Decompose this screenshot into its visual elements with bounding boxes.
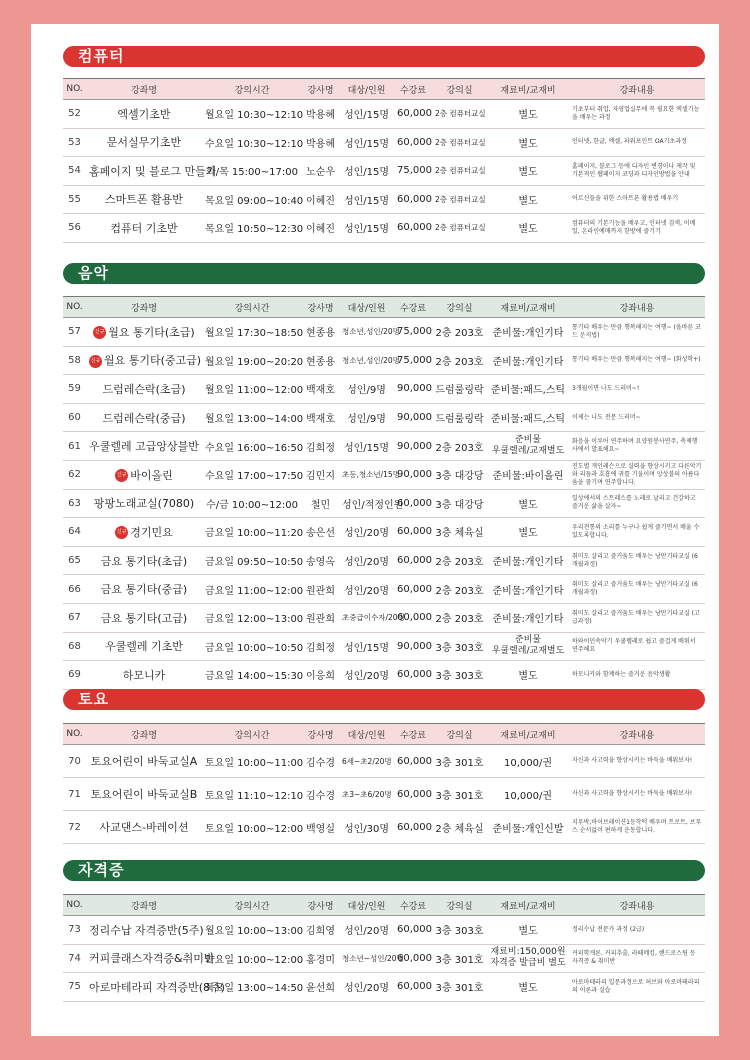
- cell-time: 월요일 19:00~20:20: [202, 346, 302, 375]
- cell-name: 토요어린이 바둑교실B: [86, 778, 202, 811]
- column-header: 강사명: [302, 724, 339, 745]
- cell-material: 별도: [487, 973, 569, 1002]
- cell-no: 75: [63, 973, 86, 1002]
- new-badge-icon: 신규: [115, 469, 128, 482]
- column-header: 강의시간: [202, 724, 302, 745]
- column-header: 강사명: [302, 895, 339, 916]
- table-row: [63, 944, 705, 973]
- cell-room: 3층 303호: [432, 916, 487, 945]
- cell-material: 별도: [487, 214, 569, 243]
- column-header: 강사명: [302, 79, 339, 100]
- cell-fee: 90,000: [394, 375, 432, 404]
- cell-no: 55: [63, 185, 86, 214]
- cell-material: 준비물:개인기타: [487, 346, 569, 375]
- cell-name: 우쿨렐레 고급앙상블반: [86, 432, 202, 461]
- cell-time: 목요일 10:50~12:30: [202, 214, 302, 243]
- cell-material: 별도: [487, 128, 569, 157]
- cell-time: 금요일 10:00~11:20: [202, 518, 302, 547]
- cell-desc: 이제는 나도 전문 드러머~: [569, 403, 705, 432]
- column-header: 강좌내용: [569, 895, 705, 916]
- cell-no: 64: [63, 518, 86, 547]
- cell-target: 초3~초6/20명: [339, 778, 394, 811]
- column-header: 강의시간: [202, 895, 302, 916]
- table-row: [63, 157, 705, 186]
- table-row: [63, 745, 705, 778]
- course-table: [63, 78, 705, 243]
- cell-fee: 60,000: [394, 214, 432, 243]
- cell-fee: 90,000: [394, 403, 432, 432]
- cell-name: 신규 바이올린: [86, 460, 202, 489]
- cell-fee: 60,000: [394, 128, 432, 157]
- table-row: [63, 916, 705, 945]
- column-header: 재료비/교재비: [487, 297, 569, 318]
- cell-target: 청소년,성인/20명: [339, 346, 394, 375]
- cell-fee: 60,000: [394, 745, 432, 778]
- column-header: 강좌명: [86, 724, 202, 745]
- cell-fee: 75,000: [394, 157, 432, 186]
- cell-room: 3층 체육실: [432, 518, 487, 547]
- cell-teacher: 백영실: [302, 811, 339, 844]
- cell-room: 2층 203호: [432, 575, 487, 604]
- cell-material: 준비물 우쿨렐레/교재별도: [487, 632, 569, 661]
- cell-teacher: 이혜진: [302, 185, 339, 214]
- cell-desc: 자신과 사고력을 향상시키는 바둑을 배워보자!: [569, 778, 705, 811]
- cell-name: 홈페이지 및 블로그 만들기: [86, 157, 202, 186]
- cell-name: 커피클래스자격증&취미반: [86, 944, 202, 973]
- cell-desc: 아로마테라피 입문과정으로 허브와 아로마테라피의 이론과 실습: [569, 973, 705, 1002]
- cell-time: 토요일 10:00~11:00: [202, 745, 302, 778]
- cell-desc: 하모니카와 함께하는 즐거운 음악생활: [569, 661, 705, 690]
- cell-teacher: 노순우: [302, 157, 339, 186]
- cell-name: 토요어린이 바둑교실A: [86, 745, 202, 778]
- column-header: 강좌명: [86, 79, 202, 100]
- course-table: [63, 723, 705, 844]
- cell-material: 준비물:바이올린: [487, 460, 569, 489]
- cell-time: 금요일 09:50~10:50: [202, 546, 302, 575]
- cell-no: 60: [63, 403, 86, 432]
- cell-fee: 90,000: [394, 432, 432, 461]
- column-header: 강사명: [302, 297, 339, 318]
- cell-room: 3층 301호: [432, 745, 487, 778]
- cell-material: 준비물:개인기타: [487, 318, 569, 347]
- table-header: [63, 895, 705, 916]
- cell-teacher: 김희정: [302, 632, 339, 661]
- cell-no: 56: [63, 214, 86, 243]
- section-bar: [63, 860, 705, 881]
- cell-name: 드럼레슨락(초급): [86, 375, 202, 404]
- cell-teacher: 현종용: [302, 346, 339, 375]
- cell-fee: 60,000: [394, 778, 432, 811]
- column-header: 강의시간: [202, 297, 302, 318]
- cell-no: 53: [63, 128, 86, 157]
- cell-material: 준비물:개인기타: [487, 546, 569, 575]
- cell-no: 73: [63, 916, 86, 945]
- cell-target: 청소년~성인/20명: [339, 944, 394, 973]
- cell-target: 성인/20명: [339, 916, 394, 945]
- cell-fee: 75,000: [394, 318, 432, 347]
- table-row: [63, 489, 705, 518]
- cell-target: 초등,청소년/15명: [339, 460, 394, 489]
- cell-fee: 60,000: [394, 811, 432, 844]
- column-header: 강의실: [432, 297, 487, 318]
- course-table: [63, 894, 705, 1002]
- cell-teacher: 김민지: [302, 460, 339, 489]
- column-header: 강좌내용: [569, 297, 705, 318]
- column-header: 강좌명: [86, 895, 202, 916]
- section-title: 컴퓨터: [78, 47, 125, 65]
- cell-no: 63: [63, 489, 86, 518]
- cell-desc: 컴퓨터의 기본기능을 배우고, 인터넷 검색, 이메일, 온라인예매까지 한방에 즐기기: [569, 214, 705, 243]
- cell-room: 2층 컴퓨터교실: [432, 157, 487, 186]
- cell-teacher: 백재호: [302, 403, 339, 432]
- cell-name: 금요 통기타(초급): [86, 546, 202, 575]
- cell-material: 별도: [487, 157, 569, 186]
- cell-time: 금요일 11:00~12:00: [202, 575, 302, 604]
- cell-name: 사교댄스-바레이션: [86, 811, 202, 844]
- column-header: 강좌내용: [569, 724, 705, 745]
- cell-target: 성인/15명: [339, 632, 394, 661]
- cell-desc: 일상에서의 스트레스를 노래로 날리고 건강하고 즐거운 삶을 살자~: [569, 489, 705, 518]
- cell-name: 아로마테라피 자격증반(8주): [86, 973, 202, 1002]
- cell-target: 성인/적정인원: [339, 489, 394, 518]
- cell-desc: 기초부터 취업, 자영업실무에 꼭 필요한 엑셀기능을 배우는 과정: [569, 100, 705, 129]
- table-row: [63, 128, 705, 157]
- table-row: [63, 811, 705, 844]
- table-row: [63, 661, 705, 690]
- cell-room: 3층 303호: [432, 661, 487, 690]
- cell-no: 54: [63, 157, 86, 186]
- course-table: [63, 296, 705, 690]
- cell-target: 성인/15명: [339, 128, 394, 157]
- cell-material: 별도: [487, 661, 569, 690]
- cell-time: 월요일 11:00~12:00: [202, 375, 302, 404]
- cell-fee: 60,000: [394, 575, 432, 604]
- cell-target: 성인/15명: [339, 100, 394, 129]
- new-badge-icon: 신규: [93, 326, 106, 339]
- cell-teacher: 박용혜: [302, 128, 339, 157]
- cell-material: 준비물:패드,스틱: [487, 403, 569, 432]
- cell-desc: 우리전통의 소리를 누구나 쉽게 즐기면서 배울 수 있도록합니다.: [569, 518, 705, 547]
- column-header: 강의시간: [202, 79, 302, 100]
- cell-name: 스마트폰 활용반: [86, 185, 202, 214]
- cell-name: 문서실무기초반: [86, 128, 202, 157]
- cell-desc: 자신과 사고력을 향상시키는 바둑을 배워보자!: [569, 745, 705, 778]
- cell-room: 2층 컴퓨터교실: [432, 214, 487, 243]
- cell-fee: 90,000: [394, 460, 432, 489]
- cell-time: 금요일 14:00~15:30: [202, 661, 302, 690]
- cell-desc: 통기타 배우는 만큼 행복해지는 여행~ (올바른 코드 운지법): [569, 318, 705, 347]
- cell-material: 별도: [487, 185, 569, 214]
- cell-time: 월요일 10:30~12:10: [202, 100, 302, 129]
- cell-no: 70: [63, 745, 86, 778]
- cell-target: 성인/15명: [339, 214, 394, 243]
- cell-teacher: 원관희: [302, 575, 339, 604]
- new-badge-icon: 신규: [89, 355, 102, 368]
- cell-target: 성인/15명: [339, 157, 394, 186]
- cell-room: 2층 203호: [432, 432, 487, 461]
- cell-material: 별도: [487, 916, 569, 945]
- cell-teacher: 김희정: [302, 432, 339, 461]
- cell-desc: 어르신들을 위한 스마트폰 활용법 배우기: [569, 185, 705, 214]
- cell-name: 신규 월요 통기타(초급): [86, 318, 202, 347]
- cell-name: 엑셀기초반: [86, 100, 202, 129]
- table-row: [63, 346, 705, 375]
- cell-desc: 통기타 배우는 만큼 행복해지는 여행~ (화성학+): [569, 346, 705, 375]
- column-header: 대상/인원: [339, 724, 394, 745]
- cell-fee: 60,000: [394, 518, 432, 547]
- cell-no: 57: [63, 318, 86, 347]
- section-bar: [63, 46, 705, 67]
- cell-name: 정리수납 자격증반(5주): [86, 916, 202, 945]
- cell-fee: 90,000: [394, 632, 432, 661]
- column-header: 강의실: [432, 79, 487, 100]
- column-header: 강좌내용: [569, 79, 705, 100]
- table-header: [63, 79, 705, 100]
- cell-target: 성인/20명: [339, 973, 394, 1002]
- column-header: NO.: [63, 297, 86, 318]
- cell-teacher: 이혜진: [302, 214, 339, 243]
- cell-room: 드럼룰링락: [432, 403, 487, 432]
- column-header: 대상/인원: [339, 297, 394, 318]
- cell-teacher: 송은선: [302, 518, 339, 547]
- cell-room: 3층 301호: [432, 778, 487, 811]
- cell-target: 성인/20명: [339, 546, 394, 575]
- cell-target: 초중급이수자/20명: [339, 603, 394, 632]
- cell-teacher: 김수경: [302, 778, 339, 811]
- cell-material: 10,000/권: [487, 745, 569, 778]
- cell-teacher: 김희영: [302, 916, 339, 945]
- cell-time: 목요일 09:00~10:40: [202, 185, 302, 214]
- table-header: [63, 724, 705, 745]
- cell-desc: 취미도 살리고 즐거움도 배우는 낭만기타교실 (고급과정): [569, 603, 705, 632]
- cell-teacher: 현종용: [302, 318, 339, 347]
- cell-time: 화/목 15:00~17:00: [202, 157, 302, 186]
- cell-name: 신규 월요 통기타(중고급): [86, 346, 202, 375]
- cell-target: 성인/20명: [339, 575, 394, 604]
- cell-teacher: 박용혜: [302, 100, 339, 129]
- cell-room: 2층 203호: [432, 546, 487, 575]
- cell-teacher: 홍경미: [302, 944, 339, 973]
- cell-fee: 60,000: [394, 944, 432, 973]
- cell-no: 66: [63, 575, 86, 604]
- cell-no: 74: [63, 944, 86, 973]
- table-row: [63, 518, 705, 547]
- cell-fee: 60,000: [394, 916, 432, 945]
- cell-material: 준비물:패드,스틱: [487, 375, 569, 404]
- cell-target: 청소년,성인/20명: [339, 318, 394, 347]
- column-header: 강의실: [432, 724, 487, 745]
- cell-time: 토요일 10:00~12:00: [202, 811, 302, 844]
- cell-no: 59: [63, 375, 86, 404]
- cell-fee: 75,000: [394, 346, 432, 375]
- table-row: [63, 546, 705, 575]
- cell-time: 금요일 12:00~13:00: [202, 603, 302, 632]
- column-header: 수강료: [394, 297, 432, 318]
- table-row: [63, 632, 705, 661]
- cell-no: 65: [63, 546, 86, 575]
- table-row: [63, 318, 705, 347]
- table-row: [63, 185, 705, 214]
- cell-desc: 화음을 이루어 연주하며 요양원봉사연주, 축제행사에서 발표해요~: [569, 432, 705, 461]
- column-header: NO.: [63, 895, 86, 916]
- cell-time: 월요일 17:30~18:50: [202, 318, 302, 347]
- column-header: 수강료: [394, 79, 432, 100]
- cell-desc: 지루박,바이브레이션1등작턱 배우며 트로트, 브루스 순서없이 편하게 운동합니다.: [569, 811, 705, 844]
- cell-name: 드럼레슨락(중급): [86, 403, 202, 432]
- cell-fee: 60,000: [394, 973, 432, 1002]
- cell-room: 2층 203호: [432, 318, 487, 347]
- cell-fee: 60,000: [394, 546, 432, 575]
- cell-target: 성인/20명: [339, 518, 394, 547]
- cell-room: 3층 301호: [432, 973, 487, 1002]
- cell-desc: 3개월이면 나도 드러머~!: [569, 375, 705, 404]
- cell-name: 우쿨렐레 기초반: [86, 632, 202, 661]
- cell-no: 72: [63, 811, 86, 844]
- cell-time: 화요일 10:00~12:00: [202, 944, 302, 973]
- cell-no: 62: [63, 460, 86, 489]
- cell-no: 58: [63, 346, 86, 375]
- table-row: [63, 375, 705, 404]
- cell-material: 준비물:개인기타: [487, 575, 569, 604]
- cell-name: 하모니카: [86, 661, 202, 690]
- cell-material: 재료비:150,000원 자격증 발급비 별도: [487, 944, 569, 973]
- column-header: 강좌명: [86, 297, 202, 318]
- cell-desc: 정리수납 전문가 과정 (2급): [569, 916, 705, 945]
- cell-teacher: 송영옥: [302, 546, 339, 575]
- cell-room: 3층 대강당: [432, 460, 487, 489]
- table-row: [63, 403, 705, 432]
- cell-name: 금요 통기타(고급): [86, 603, 202, 632]
- table-row: [63, 214, 705, 243]
- cell-material: 준비물 우쿨렐레/교재별도: [487, 432, 569, 461]
- cell-time: 수요일 17:00~17:50: [202, 460, 302, 489]
- cell-target: 성인/15명: [339, 432, 394, 461]
- cell-material: 별도: [487, 100, 569, 129]
- cell-teacher: 철민: [302, 489, 339, 518]
- cell-room: 2층 203호: [432, 346, 487, 375]
- cell-teacher: 원관희: [302, 603, 339, 632]
- cell-desc: 인터넷, 한글, 엑셀, 파워포인트 OA기초과정: [569, 128, 705, 157]
- cell-time: 수요일 10:30~12:10: [202, 128, 302, 157]
- cell-desc: 취미도 살리고 즐거움도 배우는 낭만기타교실 (6개월과정): [569, 546, 705, 575]
- cell-teacher: 이응희: [302, 661, 339, 690]
- cell-no: 61: [63, 432, 86, 461]
- cell-material: 준비물:개인기타: [487, 603, 569, 632]
- section-title: 자격증: [78, 861, 125, 879]
- cell-desc: 커피학개론, 커피추출, 라떼메킹, 핸드로스팅 등 자격증 & 취미반: [569, 944, 705, 973]
- table-row: [63, 973, 705, 1002]
- column-header: NO.: [63, 79, 86, 100]
- cell-name: 팡팡노래교실(7080): [86, 489, 202, 518]
- cell-name: 금요 통기타(중급): [86, 575, 202, 604]
- section-title: 토요: [78, 690, 109, 708]
- table-row: [63, 778, 705, 811]
- cell-desc: 취미도 살리고 즐거움도 배우는 낭만기타교실 (6개월과정): [569, 575, 705, 604]
- cell-room: 2층 컴퓨터교실: [432, 185, 487, 214]
- column-header: 재료비/교재비: [487, 895, 569, 916]
- cell-time: 금요일 10:00~10:50: [202, 632, 302, 661]
- cell-target: 성인/9명: [339, 403, 394, 432]
- cell-name: 컴퓨터 기초반: [86, 214, 202, 243]
- cell-target: 성인/9명: [339, 375, 394, 404]
- cell-fee: 60,000: [394, 661, 432, 690]
- section-bar: [63, 689, 705, 710]
- cell-room: 2층 컴퓨터교실: [432, 128, 487, 157]
- cell-desc: 하와이민속악기 우쿨렐레로 쉽고 즐겁게 배워서 연주해요: [569, 632, 705, 661]
- column-header: 대상/인원: [339, 79, 394, 100]
- section-bar: [63, 263, 705, 284]
- table-header: [63, 297, 705, 318]
- table-row: [63, 603, 705, 632]
- column-header: 대상/인원: [339, 895, 394, 916]
- cell-time: 수요일 16:00~16:50: [202, 432, 302, 461]
- cell-teacher: 김수경: [302, 745, 339, 778]
- cell-fee: 60,000: [394, 489, 432, 518]
- cell-name: 신규 경기민요: [86, 518, 202, 547]
- cell-time: 토요일 11:10~12:10: [202, 778, 302, 811]
- cell-fee: 60,000: [394, 100, 432, 129]
- cell-material: 준비물:개인신발: [487, 811, 569, 844]
- cell-target: 성인/15명: [339, 185, 394, 214]
- table-row: [63, 575, 705, 604]
- cell-room: 3층 303호: [432, 632, 487, 661]
- cell-room: 3층 301호: [432, 944, 487, 973]
- cell-fee: 60,000: [394, 185, 432, 214]
- new-badge-icon: 신규: [115, 526, 128, 539]
- cell-no: 52: [63, 100, 86, 129]
- cell-target: 성인/30명: [339, 811, 394, 844]
- column-header: 수강료: [394, 895, 432, 916]
- cell-no: 67: [63, 603, 86, 632]
- cell-teacher: 백재호: [302, 375, 339, 404]
- column-header: 강의실: [432, 895, 487, 916]
- column-header: 재료비/교재비: [487, 724, 569, 745]
- cell-time: 수/금 10:00~12:00: [202, 489, 302, 518]
- cell-desc: 진도별 개인레슨으로 실력을 향상시키고 다른악기와 리듬과 호흡에 귀를 기울이며 앙상블의 아름다움을 즐기며 연주합니다.: [569, 460, 705, 489]
- cell-room: 드럼룰링락: [432, 375, 487, 404]
- cell-teacher: 윤선희: [302, 973, 339, 1002]
- cell-room: 2층 체육실: [432, 811, 487, 844]
- cell-room: 2층 컴퓨터교실: [432, 100, 487, 129]
- column-header: 재료비/교재비: [487, 79, 569, 100]
- cell-room: 2층 203호: [432, 603, 487, 632]
- table-row: [63, 100, 705, 129]
- cell-no: 71: [63, 778, 86, 811]
- cell-desc: 홈페이지, 블로그 등에 디자인 변경이나 제작 및 기본적인 웹페이지 코딩과 디자인방법을 안내: [569, 157, 705, 186]
- table-row: [63, 432, 705, 461]
- cell-no: 69: [63, 661, 86, 690]
- table-row: [63, 460, 705, 489]
- cell-material: 10,000/권: [487, 778, 569, 811]
- column-header: 수강료: [394, 724, 432, 745]
- cell-fee: 60,000: [394, 603, 432, 632]
- cell-target: 6세~초2/20명: [339, 745, 394, 778]
- column-header: NO.: [63, 724, 86, 745]
- section-title: 음악: [78, 264, 109, 282]
- cell-material: 별도: [487, 489, 569, 518]
- cell-time: 목요일 13:00~14:50: [202, 973, 302, 1002]
- cell-time: 월요일 13:00~14:00: [202, 403, 302, 432]
- cell-material: 별도: [487, 518, 569, 547]
- cell-time: 월요일 10:00~13:00: [202, 916, 302, 945]
- cell-target: 성인/20명: [339, 661, 394, 690]
- cell-room: 3층 대강당: [432, 489, 487, 518]
- cell-no: 68: [63, 632, 86, 661]
